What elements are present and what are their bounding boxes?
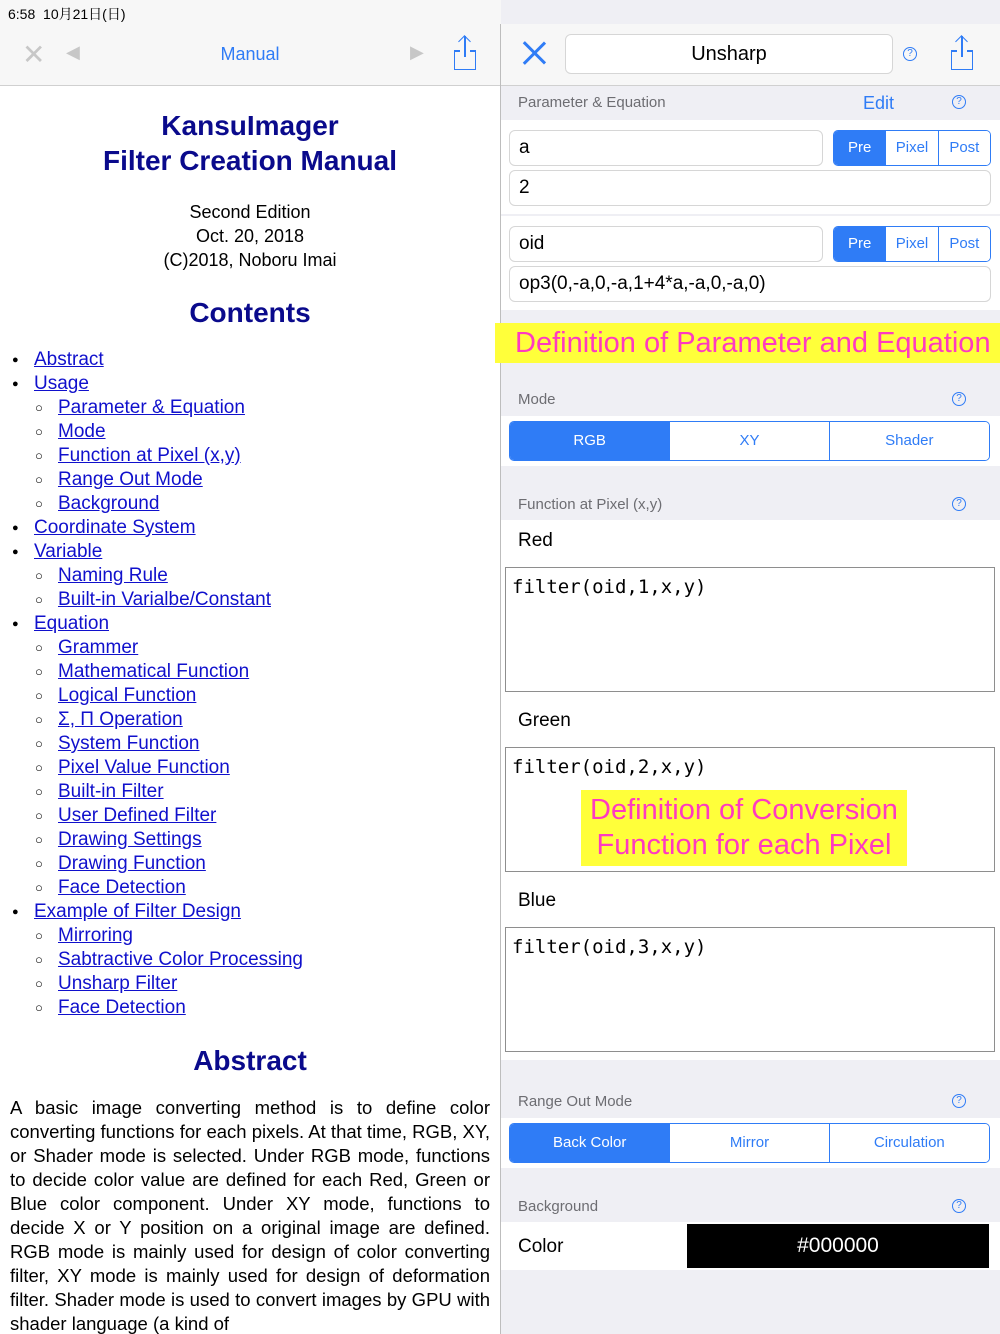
toc-item bbox=[10, 516, 490, 540]
parameter-name-field[interactable]: oid bbox=[509, 226, 823, 262]
toc-item bbox=[10, 756, 490, 780]
timing-segmented-control[interactable] bbox=[833, 226, 991, 262]
toc-link[interactable]: Example of Filter Design bbox=[34, 901, 241, 922]
toc-link[interactable]: Drawing Settings bbox=[58, 829, 202, 850]
toc-link[interactable]: Drawing Function bbox=[58, 853, 206, 874]
toc-item bbox=[10, 876, 490, 900]
blue-function-editor[interactable]: filter(oid,3,x,y) bbox=[505, 927, 995, 1052]
annotation-function: Definition of Conversion Function for each Pixel bbox=[581, 790, 907, 866]
toc-link[interactable]: Mathematical Function bbox=[58, 661, 250, 682]
back-arrow-icon[interactable]: ◀ bbox=[66, 42, 80, 62]
abstract-paragraph: A basic image converting method is to define color converting functions for each pixels. At that time, RGB, XY, or Shader mode is selected. Under RGB mode, functions to decide color value are defined for each Red, Green or Blue color component. Under XY mode, functions to decide X or Y position on a original image are defined. RGB mode is mainly used for design of color converting filter, XY mode is mainly used for design of deformation filter. Shader mode is used to convert images by GPU with shader language (a kind of bbox=[10, 1097, 490, 1334]
toc-item bbox=[10, 468, 490, 492]
share-icon[interactable] bbox=[454, 40, 476, 70]
toc-link[interactable]: Parameter & Equation bbox=[58, 397, 245, 418]
toc-item bbox=[10, 804, 490, 828]
toc-item bbox=[10, 780, 490, 804]
toc-item bbox=[10, 612, 490, 636]
toc-link[interactable]: Face Detection bbox=[58, 877, 186, 898]
segment-pre[interactable]: Pre bbox=[834, 227, 885, 261]
toc-link[interactable]: Built-in Varialbe/Constant bbox=[58, 589, 271, 610]
toc-link[interactable]: Naming Rule bbox=[58, 565, 168, 586]
mode-segmented-control[interactable] bbox=[509, 421, 990, 461]
table-of-contents bbox=[10, 348, 490, 1020]
mode-section-header: Mode bbox=[518, 391, 556, 408]
toc-item bbox=[10, 636, 490, 660]
segment-circulation[interactable]: Circulation bbox=[829, 1124, 989, 1162]
segment-back-color[interactable]: Back Color bbox=[510, 1124, 669, 1162]
toc-link[interactable]: Σ, Π Operation bbox=[58, 709, 183, 730]
toc-link[interactable]: Logical Function bbox=[58, 685, 197, 706]
red-label: Red bbox=[518, 530, 553, 551]
toc-item bbox=[10, 396, 490, 420]
parameter-value-field[interactable]: 2 bbox=[509, 170, 991, 206]
annotation-parameter: Definition of Parameter and Equation bbox=[495, 323, 1000, 363]
toc-link[interactable]: Mode bbox=[58, 421, 106, 442]
status-time: 6:58 10月21日(日) bbox=[8, 6, 126, 22]
background-color-picker[interactable]: #000000 bbox=[687, 1224, 989, 1268]
manual-toolbar bbox=[0, 24, 500, 86]
segment-post[interactable]: Post bbox=[938, 227, 990, 261]
toc-link[interactable]: Coordinate System bbox=[34, 517, 196, 538]
help-icon[interactable]: ? bbox=[952, 497, 966, 511]
toc-link[interactable]: Background bbox=[58, 493, 160, 514]
equation-field[interactable]: op3(0,-a,0,-a,1+4*a,-a,0,-a,0) bbox=[509, 266, 991, 302]
parameter-name-field[interactable]: a bbox=[509, 130, 823, 166]
segment-rgb[interactable]: RGB bbox=[510, 422, 669, 460]
toc-item bbox=[10, 852, 490, 876]
manual-title: Manual bbox=[220, 44, 280, 64]
toc-link[interactable]: User Defined Filter bbox=[58, 805, 217, 826]
segment-shader[interactable]: Shader bbox=[829, 422, 989, 460]
toc-link[interactable]: Sabtractive Color Processing bbox=[58, 949, 303, 970]
toc-link[interactable]: Usage bbox=[34, 373, 89, 394]
filter-editor-pane bbox=[501, 0, 1000, 1334]
editor-toolbar bbox=[501, 24, 1000, 86]
green-function-editor[interactable]: filter(oid,2,x,y) bbox=[505, 747, 995, 872]
green-label: Green bbox=[518, 710, 571, 731]
help-icon[interactable]: ? bbox=[952, 95, 966, 109]
document-title: KansuImager Filter Creation Manual bbox=[102, 110, 398, 176]
help-icon[interactable]: ? bbox=[952, 1199, 966, 1213]
toc-link[interactable]: Built-in Filter bbox=[58, 781, 164, 802]
range-out-segmented-control[interactable] bbox=[509, 1123, 990, 1163]
function-section-header: Function at Pixel (x,y) bbox=[518, 496, 663, 513]
toc-link[interactable]: Function at Pixel (x,y) bbox=[58, 445, 241, 466]
toc-link[interactable]: Grammer bbox=[58, 637, 139, 658]
toc-item bbox=[10, 420, 490, 444]
help-icon[interactable]: ? bbox=[952, 392, 966, 406]
toc-item bbox=[10, 444, 490, 468]
forward-arrow-icon[interactable]: ▶ bbox=[410, 42, 424, 62]
abstract-heading: Abstract bbox=[193, 1045, 307, 1076]
toc-item bbox=[10, 684, 490, 708]
toc-item bbox=[10, 372, 490, 396]
share-icon[interactable] bbox=[951, 40, 973, 70]
toc-link[interactable]: Abstract bbox=[34, 349, 104, 370]
color-label: Color bbox=[518, 1236, 564, 1257]
background-section-header: Background bbox=[518, 1198, 599, 1215]
parameter-row-a bbox=[501, 120, 1000, 214]
toc-item bbox=[10, 948, 490, 972]
segment-post[interactable]: Post bbox=[938, 131, 990, 165]
timing-segmented-control[interactable] bbox=[833, 130, 991, 166]
toc-item bbox=[10, 732, 490, 756]
segment-xy[interactable]: XY bbox=[669, 422, 828, 460]
manual-document bbox=[0, 86, 500, 1334]
mode-row bbox=[501, 416, 1000, 466]
edit-button[interactable]: Edit bbox=[863, 93, 895, 113]
toc-item bbox=[10, 972, 490, 996]
toc-item bbox=[10, 492, 490, 516]
toc-item bbox=[10, 540, 490, 564]
toc-link[interactable]: Mirroring bbox=[58, 925, 133, 946]
toc-item bbox=[10, 996, 490, 1020]
toc-item bbox=[10, 924, 490, 948]
contents-heading: Contents bbox=[189, 297, 311, 328]
close-icon[interactable]: ✕ bbox=[22, 39, 46, 70]
toc-link[interactable]: Variable bbox=[34, 541, 103, 562]
parameter-row-oid bbox=[501, 216, 1000, 310]
toc-item bbox=[10, 828, 490, 852]
segment-pre[interactable]: Pre bbox=[834, 131, 885, 165]
red-function-editor[interactable]: filter(oid,1,x,y) bbox=[505, 567, 995, 692]
toc-item bbox=[10, 588, 490, 612]
segment-pixel[interactable]: Pixel bbox=[885, 227, 937, 261]
help-icon[interactable]: ? bbox=[903, 47, 917, 61]
toc-link[interactable]: System Function bbox=[58, 733, 200, 754]
blue-label: Blue bbox=[518, 890, 557, 911]
toc-link[interactable]: Equation bbox=[34, 613, 110, 634]
segment-pixel[interactable]: Pixel bbox=[885, 131, 937, 165]
range-section-header: Range Out Mode bbox=[518, 1093, 633, 1110]
toc-item bbox=[10, 564, 490, 588]
toc-link[interactable]: Pixel Value Function bbox=[58, 757, 230, 778]
parameter-section-header: Parameter & Equation bbox=[518, 94, 666, 111]
edition-info: Second Edition Oct. 20, 2018 (C)2018, Noboru Imai bbox=[163, 202, 337, 270]
toc-link[interactable]: Face Detection bbox=[58, 997, 186, 1018]
filter-name-field[interactable]: Unsharp bbox=[565, 34, 893, 74]
toc-item bbox=[10, 708, 490, 732]
segment-mirror[interactable]: Mirror bbox=[669, 1124, 828, 1162]
range-row bbox=[501, 1118, 1000, 1168]
help-icon[interactable]: ? bbox=[952, 1094, 966, 1108]
toc-item bbox=[10, 660, 490, 684]
toc-link[interactable]: Range Out Mode bbox=[58, 469, 203, 490]
toc-item bbox=[10, 348, 490, 372]
toc-item bbox=[10, 900, 490, 924]
close-icon[interactable] bbox=[521, 40, 547, 66]
toc-link[interactable]: Unsharp Filter bbox=[58, 973, 178, 994]
